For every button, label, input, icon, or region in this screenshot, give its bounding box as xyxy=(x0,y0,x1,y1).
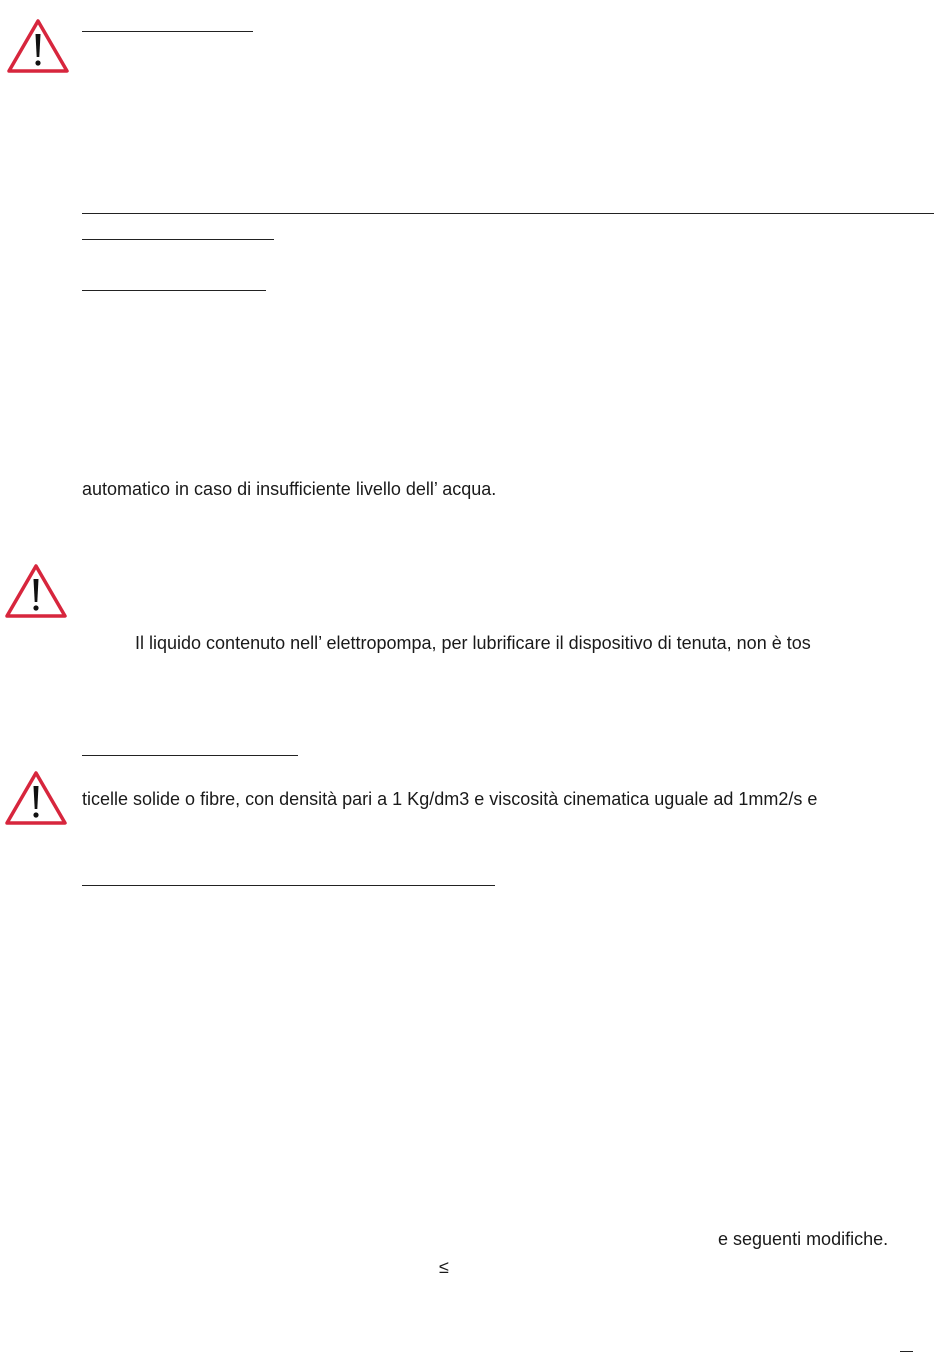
heading-underline xyxy=(82,290,266,291)
heading-underline xyxy=(82,755,298,756)
warning-icon xyxy=(4,563,68,619)
heading-underline xyxy=(82,31,253,32)
dash-mark xyxy=(900,1351,913,1352)
section-divider xyxy=(82,213,934,214)
less-equal-symbol: ≤ xyxy=(439,1257,449,1277)
paragraph-text: Il liquido contenuto nell’ elettropompa, per lubrificare il dispositivo di tenuta, non è tos xyxy=(135,633,811,653)
warning-icon xyxy=(6,18,70,74)
heading-underline xyxy=(82,885,495,886)
paragraph-text: e seguenti modifiche. xyxy=(718,1229,889,1249)
warning-icon xyxy=(4,770,68,826)
paragraph-text: ticelle solide o fibre, con densità pari a 1 Kg/dm3 e viscosità cinematica uguale ad 1mm2/s e xyxy=(82,789,818,809)
heading-underline xyxy=(82,239,274,240)
paragraph-text: automatico in caso di insufficiente livello dell’ acqua. xyxy=(82,479,497,499)
